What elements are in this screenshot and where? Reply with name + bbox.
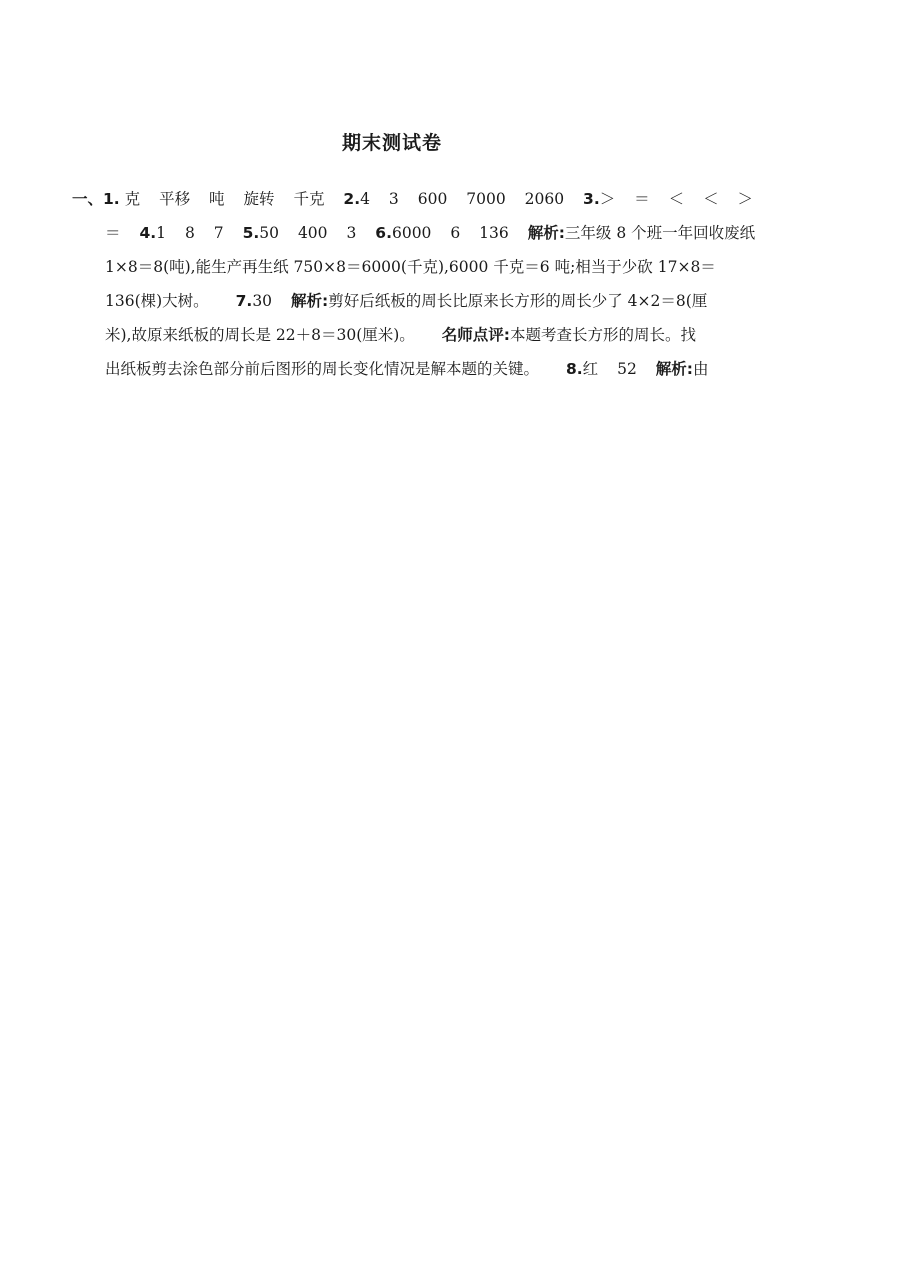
answer: 旋转 xyxy=(243,190,275,208)
answer: 2060 xyxy=(524,190,565,208)
answer: ＞ xyxy=(737,190,754,208)
answer: 8 xyxy=(184,224,195,242)
answer: 红 xyxy=(582,360,599,378)
answer: 千克 xyxy=(293,190,325,208)
comment-text: 出纸板剪去涂色部分前后图形的周长变化情况是解本题的关键。 xyxy=(105,360,540,378)
analysis-text: 1×8＝8(吨),能生产再生纸 750×8＝6000(千克),6000 千克＝6 吨;相当于少砍 17×8＝ xyxy=(105,258,716,276)
answer: 3 xyxy=(346,224,357,242)
question-number: 7. xyxy=(235,292,253,310)
answer: 1 xyxy=(156,224,167,242)
comment-label: 名师点评: xyxy=(441,326,510,344)
question-number: 2. xyxy=(343,190,361,208)
question-number: 1. xyxy=(103,190,120,208)
question-number: 6. xyxy=(375,224,392,242)
analysis-text: 剪好后纸板的周长比原来长方形的周长少了 4×2＝8(厘 xyxy=(328,292,708,310)
analysis-label: 解析: xyxy=(527,224,565,242)
question-number: 5. xyxy=(242,224,260,242)
answer: 7000 xyxy=(466,190,506,208)
comment-text: 本题考查长方形的周长。找 xyxy=(509,326,696,344)
answer: 400 xyxy=(297,224,328,242)
answer: ＜ xyxy=(668,190,685,208)
answer-line xyxy=(72,284,792,318)
answer: ＜ xyxy=(703,190,719,208)
page-title: 期末测试卷 xyxy=(341,132,442,154)
answer: 3 xyxy=(388,190,399,208)
answer: ＝ xyxy=(634,190,650,208)
answer: 52 xyxy=(617,360,637,378)
analysis-text: 三年级 8 个班一年回收废纸 xyxy=(564,224,756,242)
analysis-text: 由 xyxy=(692,360,709,378)
analysis-text: 136(棵)大树。 xyxy=(105,292,209,310)
answer-line xyxy=(72,182,792,216)
answer: 克 xyxy=(124,190,141,208)
answer: 50 xyxy=(259,224,279,242)
answer: ＞ xyxy=(599,190,616,208)
question-number: 3. xyxy=(583,190,600,208)
answer-line xyxy=(72,352,792,386)
answer: 吨 xyxy=(209,190,225,208)
analysis-text: 米),故原来纸板的周长是 22＋8＝30(厘米)。 xyxy=(105,326,415,344)
answer-section xyxy=(72,182,792,386)
answer: 6 xyxy=(450,224,461,242)
analysis-label: 解析: xyxy=(290,292,329,310)
answer: 136 xyxy=(479,224,509,242)
analysis-label: 解析: xyxy=(655,360,693,378)
question-number: 8. xyxy=(565,360,583,378)
answer: ＝ xyxy=(105,224,121,242)
question-number: 4. xyxy=(139,224,157,242)
answer: 30 xyxy=(252,292,273,310)
answer: 4 xyxy=(360,190,370,208)
answer: 600 xyxy=(417,190,448,208)
answer-line xyxy=(72,216,792,250)
answer-line xyxy=(72,250,792,284)
answer-line xyxy=(72,318,792,352)
answer: 6000 xyxy=(391,224,432,242)
answer: 7 xyxy=(213,224,224,242)
section-number: 一、 xyxy=(72,190,104,208)
answer: 平移 xyxy=(159,190,191,208)
